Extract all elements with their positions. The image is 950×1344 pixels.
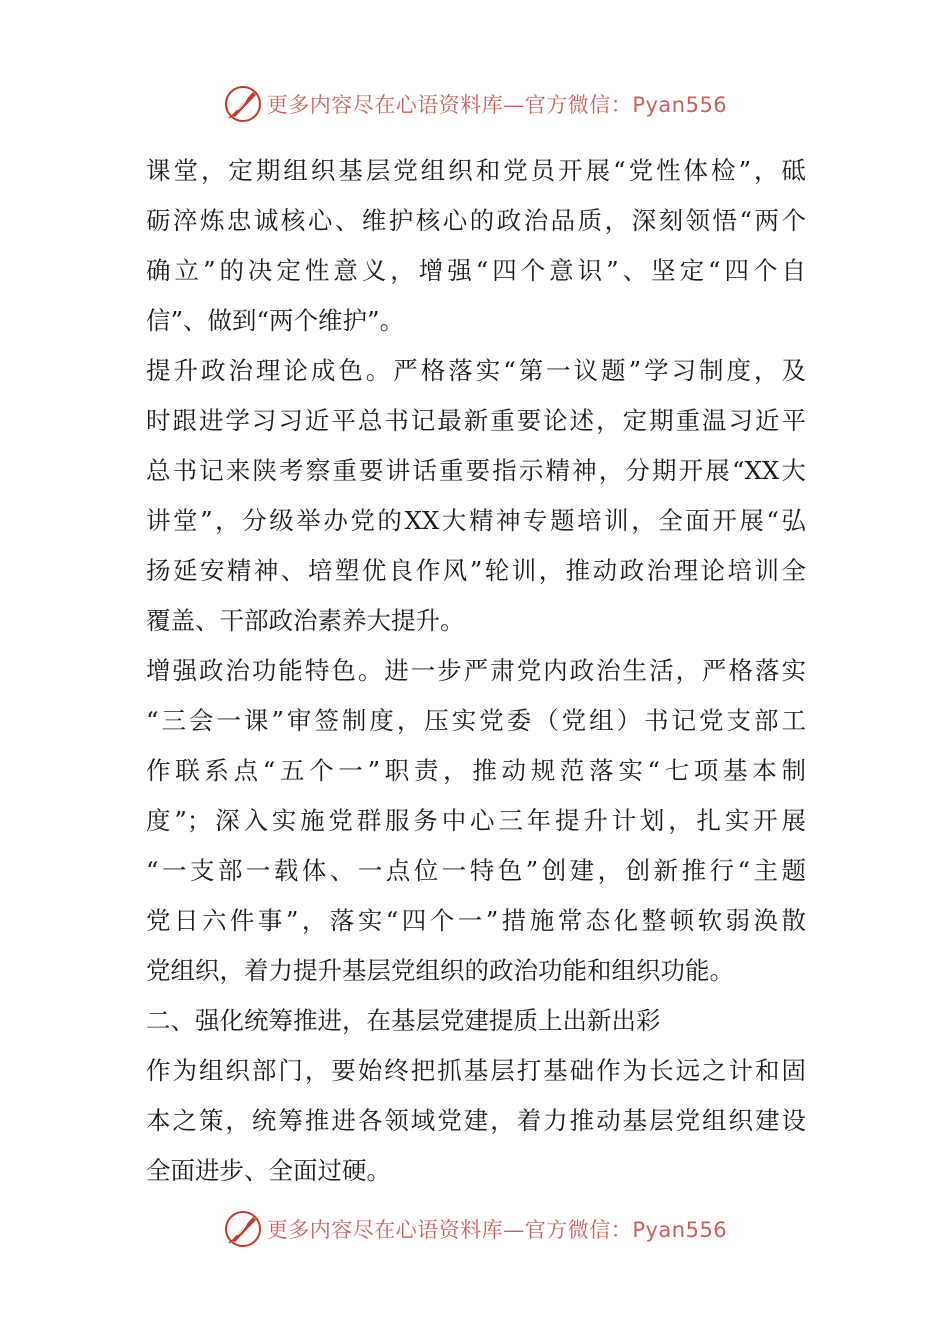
section-heading-line: 提升政治理论成色。严格落实“第一议题”学习制度，及	[146, 356, 806, 385]
text-line: 全面进步、全面过硬。	[146, 1156, 391, 1185]
text-line: 本之策，统筹推进各领域党建，着力推动基层党组织建设	[146, 1106, 806, 1135]
text-line: 覆盖、干部政治素养大提升。	[146, 606, 465, 635]
document-body	[146, 146, 806, 1196]
text-line: 度”；深入实施党群服务中心三年提升计划，扎实开展	[146, 806, 806, 835]
wechat-id: Pyan556	[632, 1218, 728, 1242]
wechat-id: Pyan556	[632, 93, 728, 117]
text-line: 砺淬炼忠诚核心、维护核心的政治品质，深刻领悟“两个	[146, 206, 806, 235]
text-line: 作联系点“五个一”职责，推动规范落实“七项基本制	[146, 756, 806, 785]
text-line: 党组织，着力提升基层党组织的政治功能和组织功能。	[146, 956, 734, 985]
text-line: 作为组织部门，要始终把抓基层打基础作为长远之计和固	[146, 1056, 806, 1085]
text-line: 确立”的决定性意义，增强“四个意识”、坚定“四个自	[146, 256, 806, 285]
header-watermark-banner	[0, 80, 950, 128]
chapter-heading: 二、强化统筹推进，在基层党建提质上出新出彩	[146, 1006, 661, 1035]
section-heading-line: 增强政治功能特色。进一步严肃党内政治生活，严格落实	[146, 656, 806, 685]
text-line: 总书记来陕考察重要讲话重要指示精神，分期开展“XX大	[146, 456, 806, 485]
watermark-text: 更多内容尽在心语资料库—官方微信：Pyan556	[266, 1218, 728, 1242]
footer-watermark-banner	[0, 1205, 950, 1253]
text-line: 信”、做到“两个维护”。	[146, 306, 405, 335]
watermark-text: 更多内容尽在心语资料库—官方微信：Pyan556	[266, 93, 728, 117]
text-line: 时跟进学习习近平总书记最新重要论述，定期重温习近平	[146, 406, 806, 435]
text-line: “一支部一载体、一点位一特色”创建，创新推行“主题	[146, 856, 806, 885]
quill-logo-icon	[223, 84, 263, 124]
text-line: 讲堂”，分级举办党的XX大精神专题培训，全面开展“弘	[146, 506, 806, 535]
quill-logo-icon	[223, 1209, 263, 1249]
text-line: “三会一课”审签制度，压实党委（党组）书记党支部工	[146, 706, 806, 735]
text-line: 扬延安精神、培塑优良作风”轮训，推动政治理论培训全	[146, 556, 806, 585]
text-line: 课堂，定期组织基层党组织和党员开展“党性体检”，砥	[146, 156, 806, 185]
text-line: 党日六件事”，落实“四个一”措施常态化整顿软弱涣散	[146, 906, 806, 935]
